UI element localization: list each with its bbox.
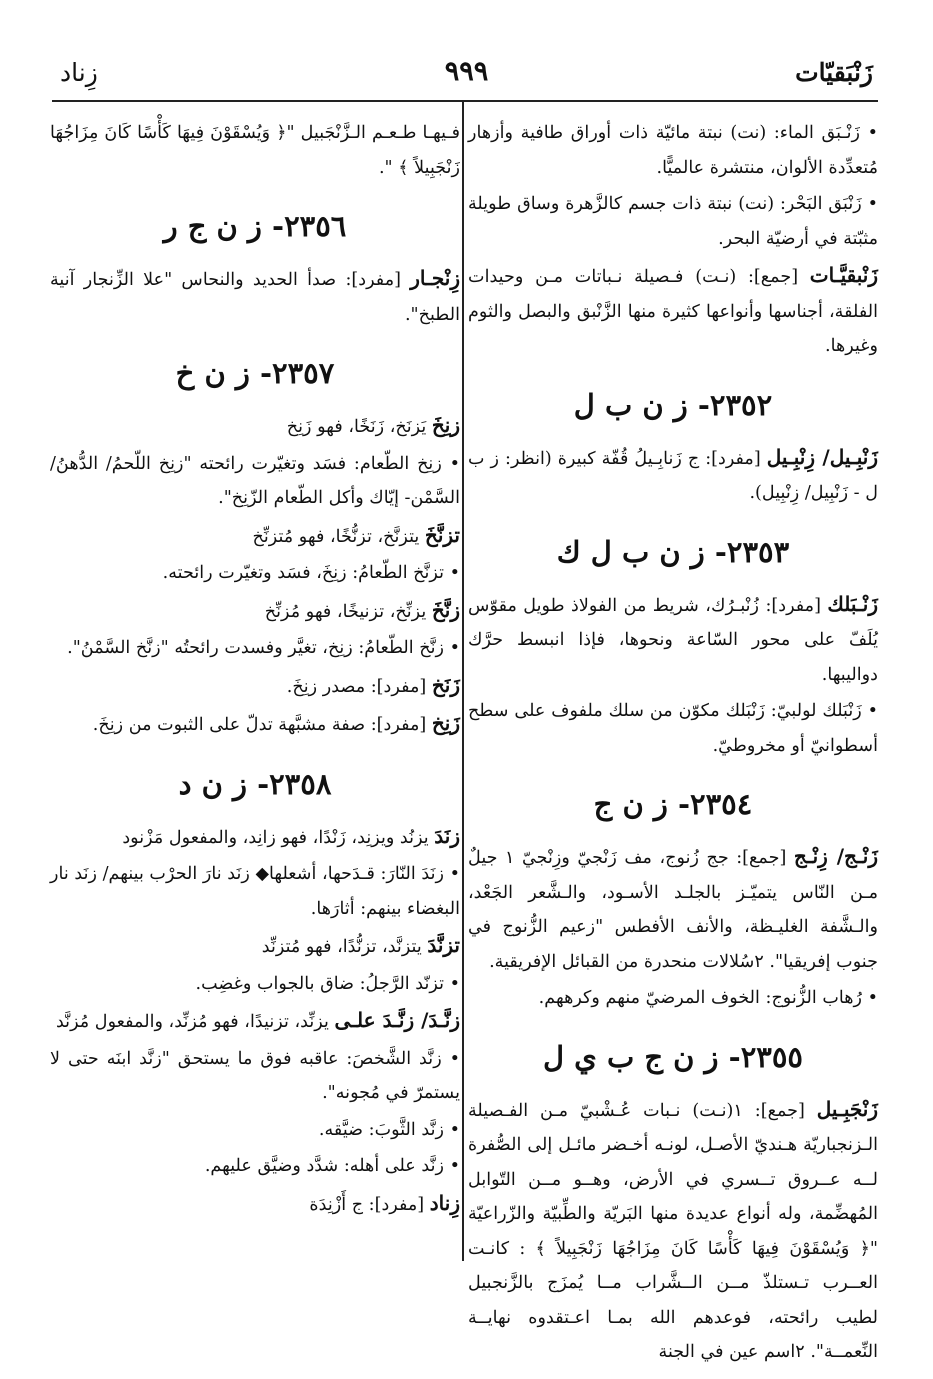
headword: زِناد	[429, 1190, 460, 1215]
dictionary-entry	[50, 967, 460, 1002]
definition-text: يزنُد ويزنِد، زَنْدًا، فهو زانِد، والمفعول مَزْنود	[122, 827, 435, 848]
dictionary-entry	[50, 1003, 460, 1040]
dictionary-entry	[468, 839, 878, 979]
definition-text: • زَنْبَلك لولبيّ: زَنْبَلك مكوّن من سلك ملفوف على سطح أسطوانيّ أو مخروطيّ.	[468, 701, 878, 756]
page-header	[50, 52, 883, 96]
definition-text: يَزنَخ، زَنَخًا، فهو زَنِخ	[286, 417, 432, 437]
running-head-first-word: زَنْبَقيّات	[795, 58, 873, 87]
dictionary-entry	[50, 1186, 460, 1223]
headword: زنَّخَ	[431, 597, 460, 622]
dictionary-entry	[468, 440, 878, 511]
headword: زَنْجَبِـيل	[816, 1096, 878, 1121]
dictionary-entry	[50, 593, 460, 630]
left-column	[50, 114, 460, 1222]
headword: زَنْبقيَّـات	[809, 263, 878, 287]
dictionary-entry	[50, 928, 460, 965]
dictionary-entry	[50, 261, 460, 332]
dictionary-entry	[50, 116, 460, 185]
definition-text: • زنَّد الثَّوبَ: ضيَّقه.	[318, 1119, 460, 1140]
dictionary-entry	[50, 556, 460, 591]
definition-text: • زَنْبَق البَحْر: (نت) نبتة ذات جسم كالزَّهرة وساق طويلة مثبّتة في أرضيّة البحر.	[468, 194, 878, 249]
headword: زَنَخ	[431, 672, 460, 697]
headword: زَنْـج/ زِنْـج	[793, 844, 878, 868]
dictionary-entry	[468, 187, 878, 256]
definition-text: [مفرد]: صفة مشبَّهة تدلّ على الثبوت من زنِخَ.	[92, 715, 432, 735]
definition-text: فـيهـا طـعـم الـزَّنْجَبيل "﴿ وَيُسْقَوْنَ فِيهَا كَأْسًا كَانَ مِزَاجُهَا زَنْجَبِيلاً ﴾ ".	[50, 123, 460, 178]
dictionary-entry	[468, 694, 878, 763]
dictionary-entry	[468, 587, 878, 693]
definition-text: • زنَّد على أهله: شدَّد وضيَّق عليهم.	[204, 1156, 460, 1176]
root-heading: ٢٣٥٢- ز ن ب ل	[573, 387, 773, 422]
root-heading: ٢٣٥٦- ز ن ج ر	[163, 209, 347, 243]
dictionary-entry	[468, 1092, 878, 1370]
dictionary-entry	[50, 1149, 460, 1184]
headword: زنِخَ	[431, 413, 460, 437]
dictionary-entry	[50, 1113, 460, 1148]
dictionary-entry	[50, 631, 460, 666]
running-head-last-word: زِناد	[60, 58, 98, 87]
definition-text: يزنِّد، تزنيدًا، فهو مُزنِّد، والمفعول مُزنَّد	[55, 1012, 335, 1032]
definition-text: • زنَدَ النّارَ: قـدَحها، أشعلها◆ زنَد نارَ الحرْب بينهم/ زنَد نار البغضاء بينهم: أثارَها.	[50, 864, 460, 919]
headword: زَنْـبَلك	[827, 591, 878, 616]
dictionary-entry	[50, 408, 460, 445]
definition-text: • زنَّد الشَّخصَ: عاقبه فوق ما يستحق "زنَّد ابنَه حتى لا يستمرّ في مُجونه".	[50, 1048, 460, 1103]
headword: زنَدَ	[434, 823, 460, 848]
dictionary-entry	[468, 981, 878, 1016]
definition-text: • رُهاب الزُّنوج: الخوف المرضيّ منهم وكرههم.	[538, 988, 878, 1008]
root-heading: ٢٣٥٥- ز ن ج ب ي ل	[542, 1039, 804, 1074]
dictionary-entry	[468, 116, 878, 185]
dictionary-entry	[50, 447, 460, 516]
definition-text: • زَنْـبَق الماء: (نت) نبتة مائيّة ذات أوراق طافية وأزهار مُتعدِّدة الألوان، منتشرة عالميًّا.	[468, 123, 878, 178]
headword: تزنَّخَ	[424, 522, 460, 547]
dictionary-entry	[50, 518, 460, 555]
definition-text: [مفرد]: زُنْبـرُك، شريط من الفولاذ طويل مقوّس يُلَفّ على محور السّاعة ونحوها، فإذا انبسط حرَّك دواليبها.	[468, 595, 878, 685]
headword: زنَّـدَ/ زنَّـدَ علـى	[334, 1008, 460, 1032]
definition-text: يتزنَّد، تزنُّدًا، فهو مُتزنِّد	[261, 937, 428, 957]
definition-text: [جمع]: (نـت) فـصيلة نـباتات مـن وحيدات الفلقة، أجناسها وأنواعها كثيرة منها الزَّنْبق والبصل والثوم وغيرها.	[468, 267, 878, 356]
headword: زَنْبِـيل/ زِنْبِـيل	[766, 444, 878, 469]
definition-text: • تزنَّخ الطّعامُ: زنِخَ، فسَد وتغيّرت رائحته.	[162, 563, 460, 583]
definition-text: [مفرد]: مصدر زنِخَ.	[286, 676, 432, 697]
right-column	[468, 114, 878, 1370]
root-heading: ٢٣٥٨- ز ن د	[178, 766, 332, 801]
dictionary-entry	[50, 706, 460, 743]
root-heading: ٢٣٥٧- ز ن خ	[175, 356, 335, 390]
headword: زِنْجـار	[410, 266, 460, 290]
definition-text: [مفرد]: صدأ الحديد والنحاس "علا الزِّنجار آنية الطبخ".	[50, 270, 460, 325]
definition-text: يتزنَّخ، تزنُّخًا، فهو مُتزنِّخ	[252, 526, 425, 547]
root-heading: ٢٣٥٤- ز ن ج	[593, 787, 753, 821]
headword: زَنِخ	[431, 711, 460, 735]
dictionary-entry	[50, 857, 460, 926]
definition-text: [مفرد]: ج زَنابِـيلُ قُفّة كبيرة (انظر: ز ب ل - زَنْبِيل/ زِنْبِيل).	[468, 448, 878, 503]
root-heading: ٢٣٥٣- ز ن ب ل ك	[556, 534, 790, 569]
headword: تزنَّدَ	[427, 933, 460, 957]
definition-text: [جمع]: جج زُنوج، مف زَنْجيّ وزِنْجيّ ١ جيلٌ مـن النّاس يتميّـز بالجلـد الأسـود، والـشَّعر الجَعْد، والـشَّفة الغليـظة، والأنف الأفطس "زعيم الزُّنوج في جنوب إفريقيا". ٢سُلالات منحدرة من القبائل الإفريقية.	[468, 848, 878, 972]
column-divider	[462, 102, 464, 1261]
dictionary-entry	[468, 258, 878, 364]
definition-text: [جمع]: ١(نـت) نـبات عُـشْبيّ مـن الفـصيلة الـزنجباريّة هـنديّ الأصـل، لونـه أخـضر مائـل إلى الصُّفرة لــه عــروق تــسري في الأرض، وهــو مــن التّوابل المُهضِّمة، وله أنواع عديدة منها البَريّة والطِّبيّة والزّراعيّة "﴿ وَيُسْقَوْنَ فِيهَا كَأْسًا كَانَ مِزَاجُهَا زَنْجَبِيلاً ﴾ : كانـت العــرب تـستلذّ مــن الــشَّراب مــا يُمزَج بالزَّنجبيل لطيب رائحته، فوعدهم الله بمـا اعـتقدوه نهايــة النِّعمــة". ٢اسم عين في الجنة	[468, 1100, 878, 1362]
dictionary-entry	[50, 1042, 460, 1111]
definition-text: [مفرد]: ج أَزْنِدَة	[309, 1194, 430, 1215]
definition-text: • زنِخ الطّعام: فسَد وتغيّرت رائحته "زنِخ اللّحمُ/ الدُّهنُ/ السَّمْن- إيّاك وأكل الطّعام الزّنِخ".	[50, 453, 460, 508]
definition-text: • زنَّخ الطّعامُ: زنِخ، تغيَّر وفسدت رائحتُه "زنَّخ السَّمْنُ".	[67, 638, 460, 658]
header-rule	[52, 100, 878, 102]
definition-text: يزنِّخ، تزنيخًا، فهو مُزنِّخ	[264, 601, 432, 622]
dictionary-entry	[50, 819, 460, 856]
definition-text: • تزنّد الرَّجلُ: ضاق بالجواب وغضِب.	[195, 973, 460, 994]
dictionary-entry	[50, 668, 460, 705]
page-number: ٩٩٩	[444, 56, 489, 87]
